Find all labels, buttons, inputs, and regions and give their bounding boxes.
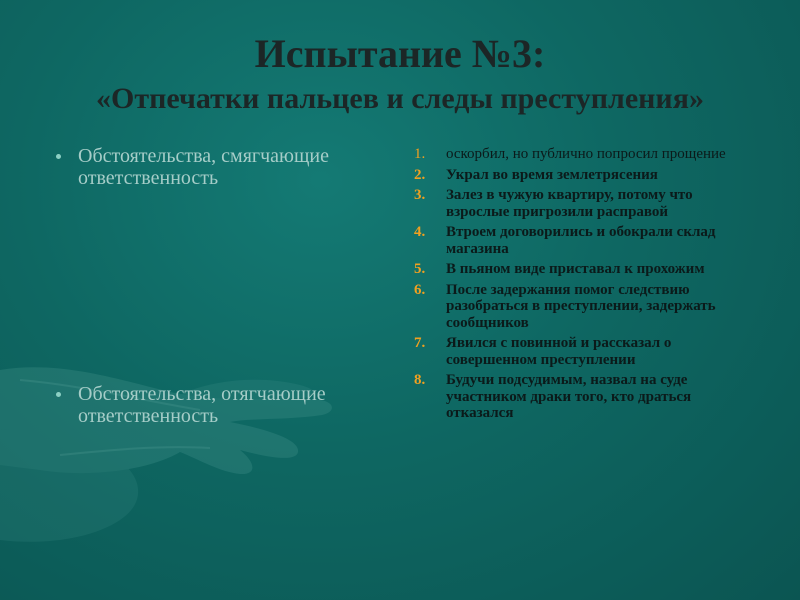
numbered-list bbox=[414, 146, 759, 426]
list-item bbox=[414, 167, 759, 184]
list-item-text: Украл во время землетрясения bbox=[446, 166, 658, 183]
bullet-text: Обстоятельства, отягчающие ответственность bbox=[78, 383, 326, 427]
bullet-aggravating bbox=[56, 383, 356, 427]
list-item-number: 6. bbox=[414, 281, 426, 298]
list-item-text: Залез в чужую квартиру, потому что взрослые пригрозили расправой bbox=[446, 187, 693, 220]
list-item-number: 5. bbox=[414, 261, 426, 277]
list-item bbox=[414, 372, 759, 422]
list-item bbox=[414, 224, 759, 257]
list-item-text: В пьяном виде приставал к прохожим bbox=[446, 261, 705, 277]
bullet-text: Обстоятельства, смягчающие ответственность bbox=[78, 145, 329, 189]
bullet-mitigating bbox=[56, 145, 356, 189]
list-item-text: После задержания помог следствию разобраться в преступлении, задержать сообщников bbox=[446, 281, 716, 331]
list-item-number: 3. bbox=[414, 187, 426, 203]
list-item-number: 7. bbox=[414, 335, 426, 351]
list-item bbox=[414, 187, 759, 220]
title-line-1: Испытание №3: bbox=[254, 31, 546, 76]
list-item-text: оскорбил, но публично попросил прощение bbox=[446, 146, 726, 162]
list-item-number: 1. bbox=[414, 146, 426, 162]
list-item-number: 4. bbox=[414, 224, 426, 240]
list-item-text: Втроем договорились и обокрали склад магазина bbox=[446, 224, 716, 257]
slide-title bbox=[0, 30, 800, 118]
list-item-text: Явился с повинной и рассказал о совершенном преступлении bbox=[446, 335, 672, 368]
title-line-2: «Отпечатки пальцев и следы преступления» bbox=[96, 82, 704, 115]
bullet-dot-icon bbox=[56, 392, 61, 397]
bullet-dot-icon bbox=[56, 154, 61, 159]
list-item bbox=[414, 335, 759, 368]
list-item bbox=[414, 261, 759, 278]
list-item bbox=[414, 282, 759, 332]
list-item-number: 2. bbox=[414, 166, 426, 183]
list-item-text: Будучи подсудимым, назвал на суде участником драки того, кто драться отказался bbox=[446, 372, 692, 421]
list-item bbox=[414, 146, 759, 163]
list-item-number: 8. bbox=[414, 372, 426, 388]
